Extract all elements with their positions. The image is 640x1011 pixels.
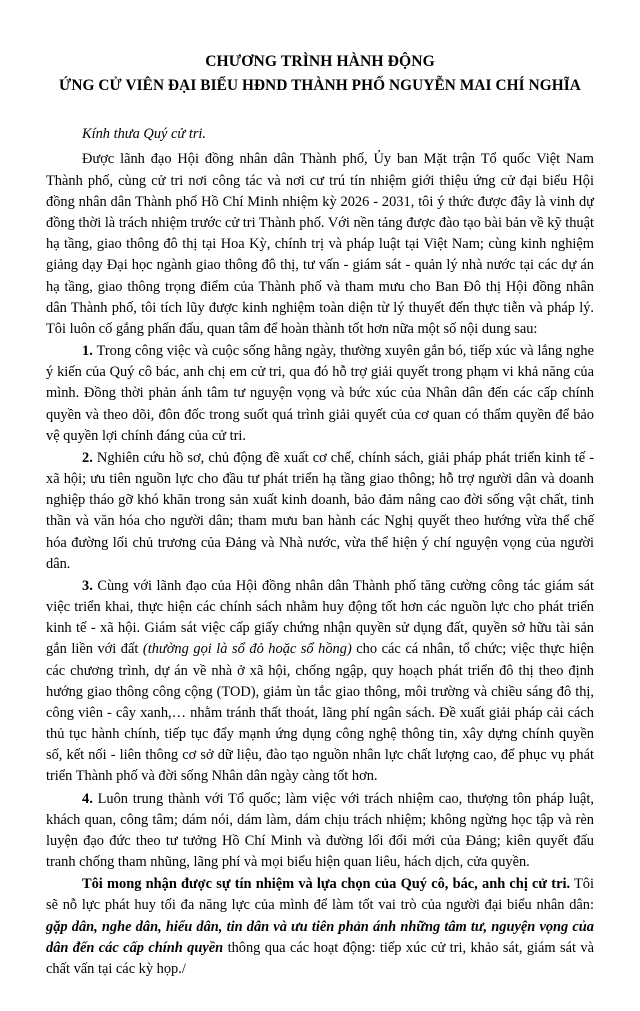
text-run: thông qua các hoạt động: tiếp xúc cử tri, khảo sát, giám sát và chất vấn tại các kỳ họp./ bbox=[46, 939, 594, 977]
page-title: CHƯƠNG TRÌNH HÀNH ĐỘNG bbox=[205, 53, 435, 70]
text-run: Tôi mong nhận được sự tín nhiệm và lựa chọn của Quý cô, bác, anh chị cử tri. bbox=[82, 876, 571, 893]
page-subtitle: ỨNG CỬ VIÊN ĐẠI BIỂU HĐND THÀNH PHỐ NGUYỄN MAI CHÍ NGHĨA bbox=[59, 77, 581, 95]
text-run: Cùng với lãnh đạo của Hội đồng nhân dân Thành phố tăng cường công tác giám sát việc triển khai, thực hiện các chính sách nhằm huy động tốt hơn các nguồn lực cho phát triển kinh tế - xã hội. Giám sát việc cấp giấy chứng nhận quyền sử dụng đất, quyền sở hữu tài sản gắn liền với đất bbox=[46, 577, 594, 658]
paragraph-point-4 bbox=[46, 789, 594, 874]
text-run: cho các cá nhân, tổ chức; việc thực hiện các chương trình, dự án về nhà ở xã hội, chống ngập, quy hoạch phát triển đô thị theo định hướng giao thông công cộng (TOD), giảm ùn tắc giao thông, môi trường và chiều sáng đô thị, công viên - cây xanh,… nhằm tránh thất thoát, lãng phí ngân sách. Đề xuất giải pháp cải cách thủ tục hành chính, tiếp tục đẩy mạnh ứng dụng công nghệ thông tin, xây dựng chính quyền số, kết nối - liên thông cơ sở dữ liệu, đào tạo nguồn nhân lực chất lượng cao, để phục vụ phát triển Thành phố và đời sống Nhân dân ngày càng tốt hơn. bbox=[46, 641, 595, 785]
paragraph-point-1 bbox=[46, 341, 594, 447]
text-run: (thường gọi là sổ đỏ hoặc sổ hồng) bbox=[142, 641, 352, 658]
text-run: 3. bbox=[82, 577, 98, 594]
text-run: 4. bbox=[82, 790, 98, 807]
salutation: Kính thưa Quý cử tri. bbox=[82, 125, 207, 142]
text-run: Trong công việc và cuộc sống hằng ngày, thường xuyên gắn bó, tiếp xúc và lắng nghe ý kiến của Quý cô bác, anh chị em cử tri, qua đó hỗ trợ giải quyết trong phạm vi khả năng của mình. Đồng thời phản ánh tâm tư nguyện vọng và bức xúc của Nhân dân đến các cấp chính quyền và theo dõi, đôn đốc trong suốt quá trình giải quyết của cơ quan có thẩm quyền để bảo vệ quyền lợi chính đáng của cử tri. bbox=[46, 343, 595, 444]
text-run: Tôi sẽ nỗ lực phát huy tối đa năng lực của mình để làm tốt vai trò của người đại biểu nhân dân: bbox=[46, 876, 595, 914]
text-run: Được lãnh đạo Hội đồng nhân dân Thành phố, Ủy ban Mặt trận Tổ quốc Việt Nam Thành phố, cùng cử tri nơi công tác và nơi cư trú tín nhiệm giới thiệu ứng cử đại biểu Hội đồng nhân dân Thành phố Hồ Chí Minh nhiệm kỳ 2026 - 2031, tôi ý thức được đây là vinh dự đồng thời là trách nhiệm trước cử tri Thành phố. Với nền tảng được đào tạo bài bản về kỹ thuật hạ tầng, giao thông đô thị tại Hoa Kỳ, chính trị và pháp luật tại Việt Nam; cùng kinh nghiệm giảng dạy Đại học ngành giao thông đô thị, tư vấn - giám sát - quản lý nhà nước tại các dự án hạ tầng, giao thông trọng điểm của Thành phố và tham mưu cho Ban Đô thị Hội đồng nhân dân Thành phố, tôi tích lũy được kinh nghiệm toàn diện từ lý thuyết đến thực tiễn và pháp lý. Tôi luôn cố gắng phấn đấu, quan tâm để hoàn thành tốt hơn nữa một số nội dung sau: bbox=[46, 151, 594, 337]
text-run: 2. bbox=[82, 449, 97, 466]
paragraph-point-2 bbox=[46, 448, 594, 575]
text-run: 1. bbox=[82, 343, 97, 360]
text-run: Luôn trung thành với Tổ quốc; làm việc với trách nhiệm cao, thượng tôn pháp luật, khách quan, công tâm; dám nói, dám làm, dám chịu trách nhiệm; không ngừng học tập và rèn luyện đạo đức theo tư tưởng Hồ Chí Minh và đường lối đổi mới của Đảng; kiên quyết đấu tranh chống tham nhũng, lãng phí và mọi biểu hiện quan liêu, hách dịch, cửa quyền. bbox=[46, 790, 594, 871]
text-run: Nghiên cứu hồ sơ, chủ động đề xuất cơ chế, chính sách, giải pháp phát triển kinh tế - xã hội; ưu tiên nguồn lực cho đầu tư phát triển hạ tầng giao thông; hỗ trợ người dân và doanh nghiệp tháo gỡ khó khăn trong sản xuất kinh doanh, bảo đảm nâng cao đời sống vật chất, tinh thần và văn hóa cho người dân; tham mưu ban hành các Nghị quyết theo hướng vừa thể chế hóa đường lối chủ trương của Đảng và Nhà nước, vừa thể hiện ý chí nguyện vọng của người dân. bbox=[46, 449, 595, 572]
paragraph-point-3 bbox=[46, 576, 594, 788]
text-run: gặp dân, nghe dân, hiểu dân, tin dân và ưu tiên phản ánh những tâm tư, nguyện vọng của dân đến các cấp chính quyền bbox=[46, 918, 594, 956]
paragraph-intro bbox=[46, 149, 594, 340]
document-title-block bbox=[46, 50, 594, 98]
paragraph-closing bbox=[46, 874, 594, 980]
document-body bbox=[46, 149, 594, 980]
